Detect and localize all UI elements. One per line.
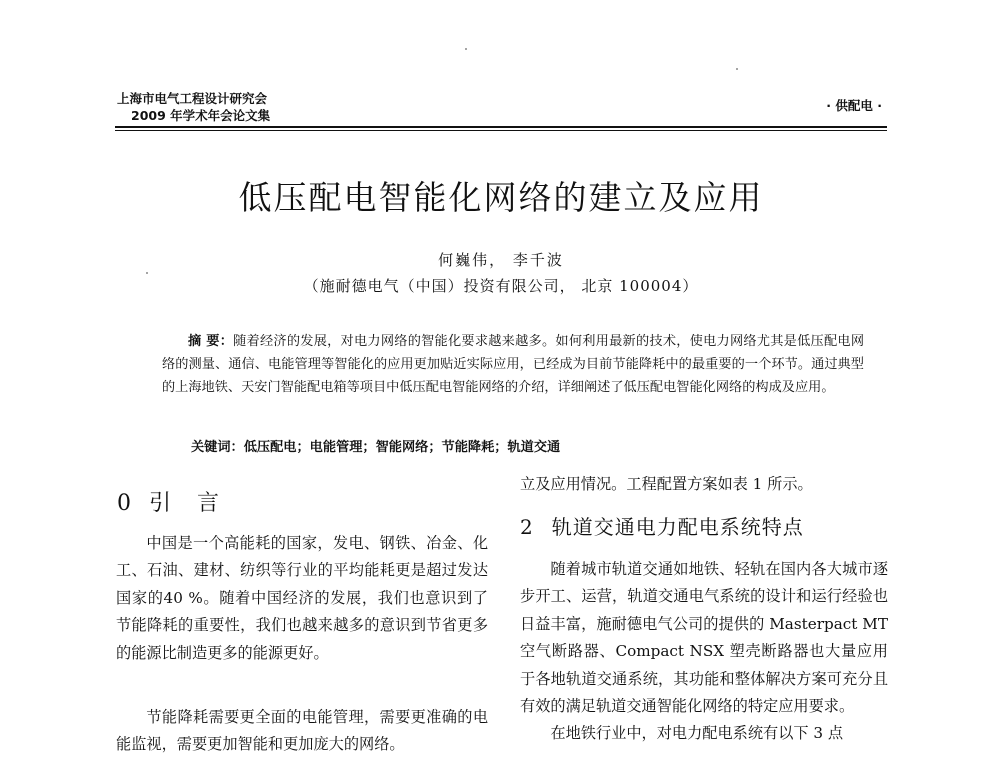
- keywords: [191, 436, 560, 455]
- section-2-body: [520, 556, 888, 748]
- section-0-paragraph-1: [116, 530, 488, 667]
- header-rule-thin: [115, 130, 887, 131]
- section-0-paragraph-2: [116, 704, 488, 759]
- section-tag: · 供配电 ·: [826, 98, 882, 113]
- section-0-heading: [117, 486, 245, 517]
- section-2-paragraph-1: 随着城市轨道交通如地铁、轻轨在国内各大城市逐步开工、运营，轨道交通电气系统的设计和运行经验也日益丰富，施耐德电气公司的提供的 Masterpact MT 空气断路器、Compact NSX 塑壳断路器也大量应用于各地轨道交通系统，其功能和整体解决方案可充分且有效的满足轨道交通智能化网络的特定应用要求。: [520, 560, 888, 716]
- abstract-label: 摘 要：: [188, 334, 234, 349]
- paper-title: 低压配电智能化网络的建立及应用: [238, 178, 764, 217]
- paragraph-text: 中国是一个高能耗的国家，发电、钢铁、冶金、化工、石油、建材、纺织等行业的平均能耗更是超过发达国家的40 %。随着中国经济的发展，我们也意识到了节能降耗的重要性，我们也越来越多的意识到节省更多的能源比制造更多的能源更好。: [116, 534, 488, 662]
- scan-speck: [736, 68, 738, 70]
- affiliation: （施耐德电气（中国）投资有限公司， 北京 100004）: [303, 277, 699, 295]
- section-2-title: 轨道交通电力配电系统特点: [551, 515, 804, 539]
- section-0-number: 0: [117, 491, 131, 516]
- header-org-line2: 2009 年学术年会论文集: [131, 108, 271, 123]
- keywords-text: 低压配电；电能管理；智能网络；节能降耗；轨道交通: [243, 440, 561, 455]
- continued-line: 立及应用情况。工程配置方案如表 1 所示。: [520, 475, 813, 493]
- keywords-label: 关键词：: [191, 440, 244, 455]
- proceedings-header: [117, 90, 270, 124]
- authors: 何巍伟， 李千波: [438, 251, 564, 269]
- header-org-line1: 上海市电气工程设计研究会: [117, 91, 268, 106]
- section-2-number: 2: [520, 515, 534, 539]
- abstract-text: 随着经济的发展，对电力网络的智能化要求越来越多。如何利用最新的技术，使电力网络尤其是低压配电网络的测量、通信、电能管理等智能化的应用更加贴近实际应用，已经成为目前节能降耗中的最重要的一个环节。通过典型的上海地铁、天安门智能配电箱等项目中低压配电智能网络的介绍，详细阐述了低压配电智能化网络的构成及应用。: [162, 334, 865, 395]
- scan-speck: [146, 272, 148, 274]
- section-2-heading: [520, 511, 804, 540]
- abstract: [162, 330, 864, 399]
- scan-speck: [465, 48, 467, 50]
- header-rule-thick: [115, 126, 887, 128]
- paragraph-text: 节能降耗需要更全面的电能管理，需要更准确的电能监视，需要更加智能和更加庞大的网络。: [116, 708, 488, 754]
- section-2-paragraph-2: 在地铁行业中，对电力配电系统有以下 3 点: [550, 724, 844, 743]
- section-0-title: 引言: [149, 491, 246, 516]
